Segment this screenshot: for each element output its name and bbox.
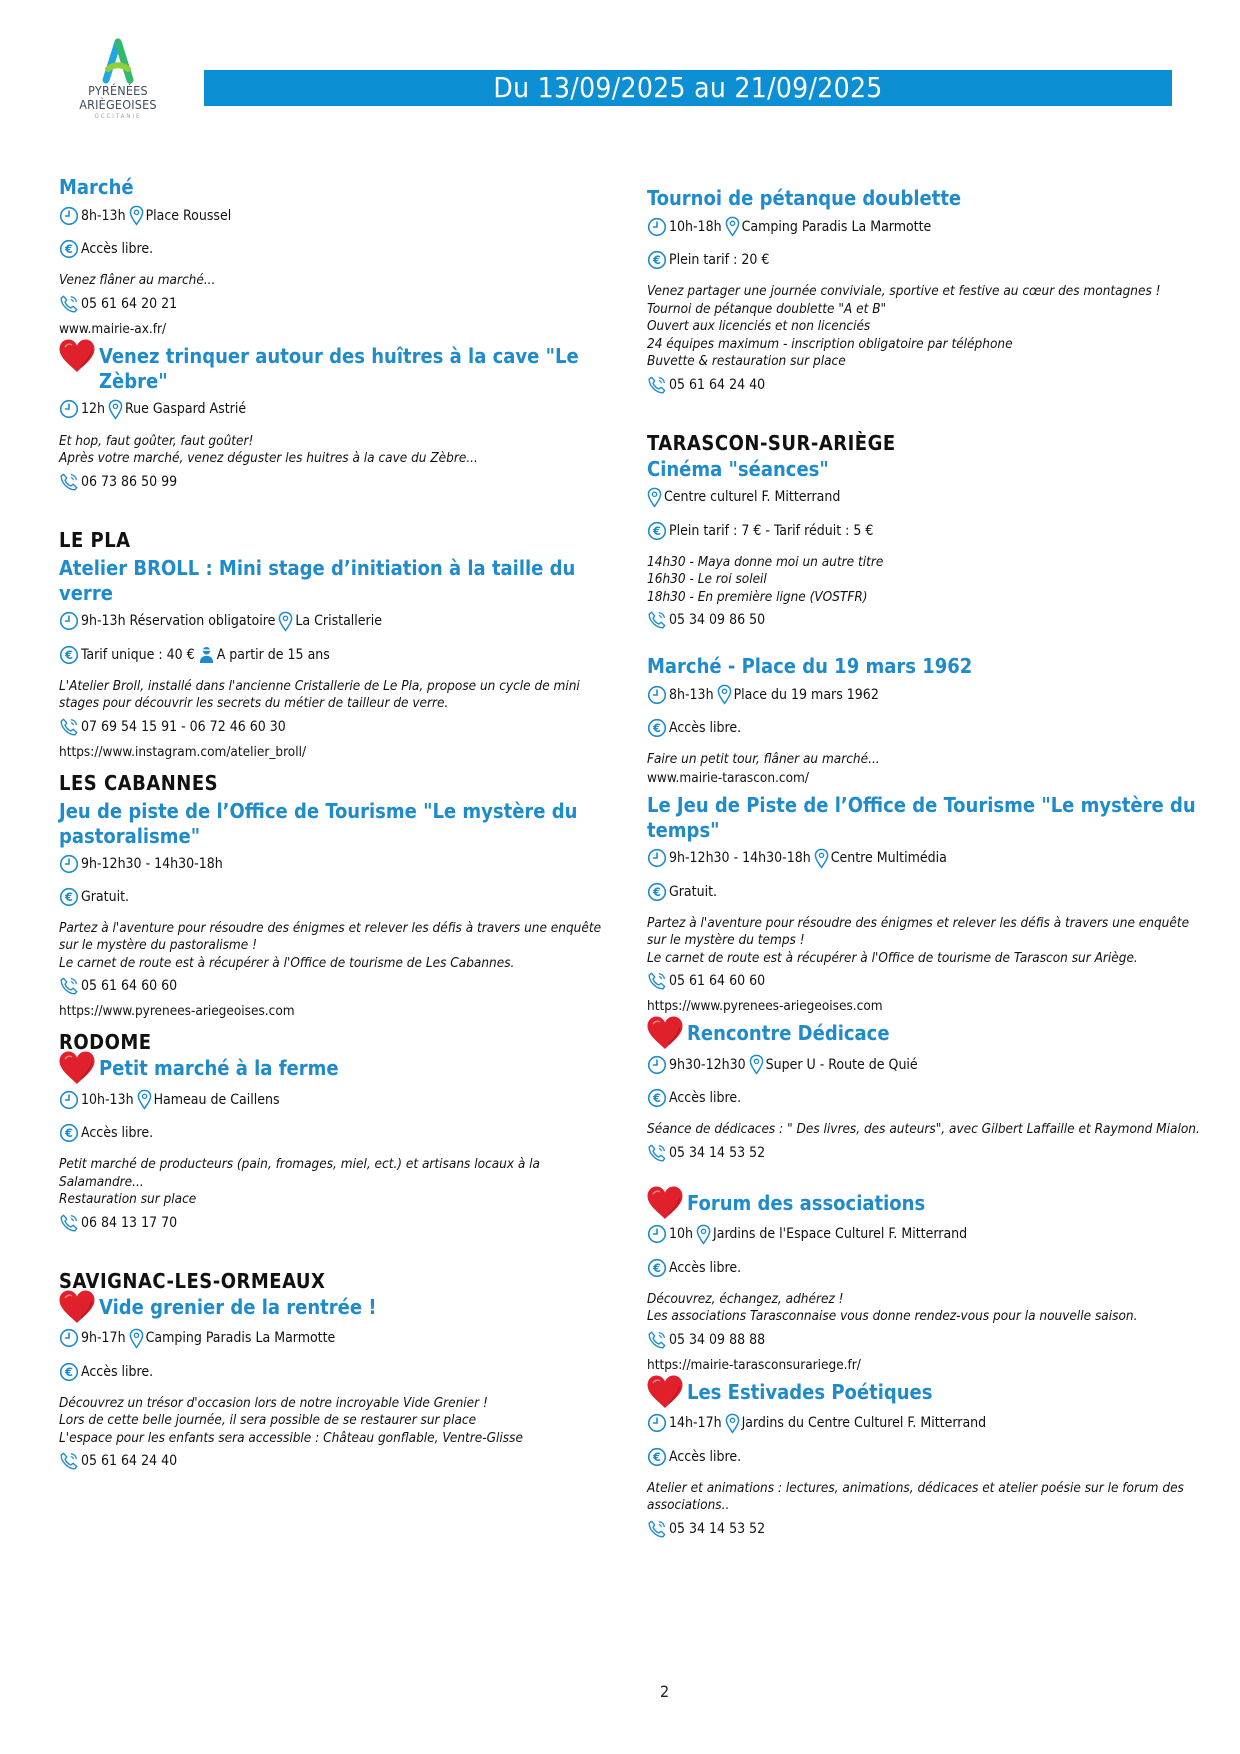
event-price <box>59 887 619 907</box>
event-title: Cinéma "séances" <box>647 456 829 481</box>
event-url-link[interactable]: https://www.pyrenees-ariegeoises.com <box>647 998 883 1014</box>
logo <box>70 38 166 121</box>
phone-icon <box>647 610 667 630</box>
event-time: 8h-13h <box>81 207 126 224</box>
event-description <box>647 1480 1207 1515</box>
event-title-row <box>57 1056 619 1086</box>
event-price <box>59 645 619 665</box>
description-line: Le carnet de route est à récupérer à l'Office de tourisme de Tarascon sur Ariège. <box>647 949 1138 966</box>
description-line: Partez à l'aventure pour résoudre des énigmes et relever les défis à travers une enquête <box>647 914 1190 931</box>
event-place-text: Centre culturel F. Mitterrand <box>664 489 841 505</box>
event-title: Atelier BROLL : Mini stage d’initiation à la taille du verre <box>59 555 576 605</box>
euro-icon <box>59 239 79 259</box>
description-line: Restauration sur place <box>59 1191 197 1207</box>
event-price <box>59 239 619 259</box>
euro-icon <box>647 521 667 541</box>
event-price-text: Accès libre. <box>669 1259 742 1276</box>
description-line: Ouvert aux licenciés et non licenciés <box>647 318 871 334</box>
event-description <box>647 751 1207 769</box>
event-phone <box>59 294 619 314</box>
event-description <box>59 272 619 290</box>
clock-icon <box>59 611 79 631</box>
event-place: Camping Paradis La Marmotte <box>741 218 932 235</box>
phone-number: 05 61 64 60 60 <box>669 973 766 989</box>
event-phone <box>59 717 619 737</box>
event-time: 12h <box>81 401 106 417</box>
description-line: Découvrez un trésor d'occasion lors de notre incroyable Vide Grenier ! <box>59 1394 488 1411</box>
euro-icon <box>59 887 79 907</box>
event-price <box>647 521 1207 541</box>
event-phone <box>647 1143 1207 1163</box>
town-section-rodome <box>59 1030 619 1233</box>
event-place: Rue Gaspard Astrié <box>125 401 247 417</box>
location-pin-icon <box>278 611 293 632</box>
event-price-text: Accès libre. <box>81 1125 154 1141</box>
phone-icon <box>647 1330 667 1350</box>
phone-icon <box>647 375 667 395</box>
phone-number: 06 73 86 50 99 <box>81 473 178 490</box>
event-phone <box>647 971 1207 991</box>
event-title: Venez trinquer autour des huîtres à la cave "Le Zèbre" <box>99 343 579 393</box>
event-time-place <box>59 1089 619 1110</box>
logo-text-line1: PYRÉNÉES <box>88 83 148 98</box>
event-time: 14h-17h <box>669 1415 722 1431</box>
event-price <box>647 882 1207 902</box>
event-age: A partir de 15 ans <box>216 646 330 663</box>
heart-icon <box>57 1289 97 1325</box>
event-time: 9h-13h Réservation obligatoire <box>81 613 276 629</box>
logo-mountain-icon <box>100 38 136 84</box>
event-time: 9h-12h30 - 14h30-18h <box>669 850 811 866</box>
description-line: sur le mystère du pastoralisme ! <box>59 937 257 953</box>
event-phone <box>647 1519 1207 1539</box>
event-description <box>59 678 619 713</box>
event-place: Centre Multimédia <box>830 850 947 866</box>
phone-icon <box>59 472 79 492</box>
clock-icon <box>647 685 667 705</box>
location-pin-icon <box>814 848 829 869</box>
event-time-place <box>647 1224 1207 1245</box>
event-price-text: Accès libre. <box>669 1448 742 1465</box>
description-line: Tournoi de pétanque doublette "A et B" <box>647 300 887 317</box>
phone-icon <box>59 717 79 737</box>
event-url-link[interactable]: https://www.instagram.com/atelier_broll/ <box>59 743 307 760</box>
description-line: Découvrez, échangez, adhérez ! <box>647 1290 844 1307</box>
event-place: Camping Paradis La Marmotte <box>145 1330 336 1346</box>
event-time-place <box>59 399 619 420</box>
event-time-place <box>59 1328 619 1349</box>
event-time: 8h-13h <box>669 686 714 703</box>
event-phone <box>647 375 1207 395</box>
phone-icon <box>647 1143 667 1163</box>
description-line: 16h30 - Le roi soleil <box>647 571 767 587</box>
description-line: 14h30 - Maya donne moi un autre titre <box>647 553 884 570</box>
event-url-link[interactable]: www.mairie-ax.fr/ <box>59 320 167 337</box>
phone-number: 05 61 64 20 21 <box>81 295 178 312</box>
heart-icon <box>645 1374 685 1410</box>
event-time-place <box>647 216 1207 237</box>
event-marche-tarascon <box>647 654 1207 787</box>
event-time: 10h-13h <box>81 1091 134 1108</box>
description-line: Buvette & restauration sur place <box>647 353 846 369</box>
description-line: Les associations Tarasconnaise vous donne rendez-vous pour la nouvelle saison. <box>647 1308 1138 1324</box>
event-time-place <box>647 848 1207 869</box>
euro-icon <box>647 1447 667 1467</box>
location-pin-icon <box>717 684 732 705</box>
event-place: Super U - Route de Quié <box>765 1056 918 1073</box>
event-price-text: Accès libre. <box>669 1090 742 1106</box>
town-heading: LES CABANNES <box>59 770 219 795</box>
event-title-row <box>57 344 619 394</box>
event-description <box>647 554 1207 607</box>
phone-number: 05 61 64 60 60 <box>81 978 178 994</box>
description-line: L'Atelier Broll, installé dans l'ancienne Cristallerie de Le Pla, propose un cycle de mini <box>59 677 580 694</box>
euro-icon <box>59 645 79 665</box>
phone-icon <box>59 976 79 996</box>
clock-icon <box>647 848 667 868</box>
event-price <box>647 718 1207 738</box>
location-pin-icon <box>129 1328 144 1349</box>
event-place: Place du 19 mars 1962 <box>733 686 879 703</box>
phone-icon <box>59 294 79 314</box>
event-cinema <box>647 457 1207 631</box>
event-title: Tournoi de pétanque doublette <box>647 186 962 210</box>
event-jeu-de-piste <box>647 793 1207 1016</box>
description-line: 24 équipes maximum - inscription obligatoire par téléphone <box>647 335 1013 352</box>
event-phone <box>59 976 619 996</box>
location-pin-icon <box>108 399 123 420</box>
heart-icon <box>645 1015 685 1051</box>
location-pin-icon <box>647 487 662 508</box>
event-time-place <box>647 1054 1207 1075</box>
event-price <box>647 250 1207 270</box>
town-heading: RODOME <box>59 1030 152 1054</box>
euro-icon <box>647 1088 667 1108</box>
event-place: La Cristallerie <box>295 613 382 629</box>
description-line: 18h30 - En première ligne (VOSTFR) <box>647 588 868 605</box>
event-title: Forum des associations <box>687 1190 926 1215</box>
heart-icon <box>645 1185 685 1221</box>
right-column <box>647 186 1207 1545</box>
event-petanque <box>647 186 1207 395</box>
description-line: Lors de cette belle journée, il sera possible de se restaurer sur place <box>59 1412 477 1428</box>
description-line: Venez flâner au marché... <box>59 272 216 288</box>
event-place <box>647 487 1207 508</box>
event-time: 9h30-12h30 <box>669 1056 746 1073</box>
phone-icon <box>59 1451 79 1471</box>
left-column <box>59 175 619 1477</box>
event-huitres <box>59 344 619 492</box>
event-price-text: Accès libre. <box>81 241 154 257</box>
event-price-text: Plein tarif : 20 € <box>669 252 770 268</box>
event-description <box>647 283 1207 371</box>
euro-icon <box>647 718 667 738</box>
phone-number: 05 34 09 88 88 <box>669 1331 766 1348</box>
event-title: Marché <box>59 175 134 199</box>
event-rencontre-dedicace <box>647 1021 1207 1163</box>
town-heading: TARASCON-SUR-ARIÈGE <box>647 430 896 455</box>
event-price-text: Gratuit. <box>669 883 718 900</box>
description-line: Salamandre... <box>59 1173 144 1190</box>
event-price-text: Gratuit. <box>81 888 130 905</box>
event-price <box>647 1088 1207 1108</box>
event-time-place <box>59 205 619 226</box>
event-estivades-poetiques <box>647 1380 1207 1539</box>
date-range-banner: Du 13/09/2025 au 21/09/2025 <box>204 70 1172 106</box>
event-time: 10h-18h <box>669 218 722 235</box>
event-phone <box>59 1213 619 1233</box>
event-url-link[interactable]: https://www.pyrenees-ariegeoises.com <box>59 1003 295 1019</box>
location-pin-icon <box>137 1089 152 1110</box>
clock-icon <box>59 1328 79 1348</box>
phone-number: 07 69 54 15 91 - 06 72 46 60 30 <box>81 718 286 735</box>
euro-icon <box>647 250 667 270</box>
logo-text-line3: OCCITANIE <box>94 113 142 120</box>
event-price-text: Accès libre. <box>669 720 742 736</box>
phone-icon <box>647 971 667 991</box>
event-title-row <box>645 1191 1207 1221</box>
event-title-row <box>645 1380 1207 1410</box>
heart-icon <box>57 1050 97 1086</box>
description-line: Petit marché de producteurs (pain, fromages, miel, ect.) et artisans locaux à la <box>59 1156 540 1172</box>
location-pin-icon <box>696 1224 711 1245</box>
town-section-tarascon <box>647 431 1207 1539</box>
phone-number: 06 84 13 17 70 <box>81 1214 178 1231</box>
town-section-le-pla <box>59 528 619 761</box>
event-time <box>59 854 619 874</box>
description-line: stages pour découvrir les secrets du métier de tailleur de verre. <box>59 695 449 711</box>
clock-icon <box>647 217 667 237</box>
phone-number: 05 34 14 53 52 <box>669 1144 766 1161</box>
logo-text-line2: ARIÈGEOISES <box>79 97 157 112</box>
euro-icon <box>59 1123 79 1143</box>
euro-icon <box>647 1258 667 1278</box>
event-url-link[interactable]: www.mairie-tarascon.com/ <box>647 769 809 786</box>
location-pin-icon <box>749 1054 764 1075</box>
clock-icon <box>59 854 79 874</box>
person-icon <box>198 645 215 664</box>
description-line: sur le mystère du temps ! <box>647 932 805 948</box>
location-pin-icon <box>129 205 144 226</box>
event-url-link[interactable]: https://mairie-tarasconsurariege.fr/ <box>647 1356 861 1373</box>
town-section-les-cabannes <box>59 771 619 1021</box>
location-pin-icon <box>725 1413 740 1434</box>
event-place: Jardins du Centre Culturel F. Mitterrand <box>741 1415 987 1431</box>
town-heading: SAVIGNAC-LES-ORMEAUX <box>59 1268 326 1293</box>
event-description <box>59 1156 619 1209</box>
event-title-row <box>645 1021 1207 1051</box>
page-number: 2 <box>660 1682 670 1701</box>
event-title: Marché - Place du 19 mars 1962 <box>647 654 973 678</box>
event-price-text: Tarif unique : 40 € <box>81 646 195 663</box>
event-phone <box>647 610 1207 630</box>
phone-number: 05 61 64 24 40 <box>81 1453 178 1469</box>
event-title: Rencontre Dédicace <box>687 1021 890 1045</box>
description-line: Venez partager une journée conviviale, sportive et festive au cœur des montagnes ! <box>647 283 1161 299</box>
event-title: Les Estivades Poétiques <box>687 1379 933 1404</box>
description-line: Partez à l'aventure pour résoudre des énigmes et relever les défis à travers une enquête <box>59 919 602 936</box>
clock-icon <box>647 1413 667 1433</box>
description-line: Et hop, faut goûter, faut goûter! <box>59 432 254 449</box>
euro-icon <box>59 1362 79 1382</box>
clock-icon <box>59 399 79 419</box>
event-time: 9h-17h <box>81 1330 126 1346</box>
event-time: 10h <box>669 1226 694 1242</box>
event-price-text: Accès libre. <box>81 1363 154 1380</box>
clock-icon <box>647 1055 667 1075</box>
phone-icon <box>647 1519 667 1539</box>
clock-icon <box>647 1224 667 1244</box>
description-line: L'espace pour les enfants sera accessible : Château gonflable, Ventre-Glisse <box>59 1429 523 1446</box>
description-line: Atelier et animations : lectures, animations, dédicaces et atelier poésie sur le forum des <box>647 1479 1184 1496</box>
event-phone <box>647 1330 1207 1350</box>
event-marche-ax <box>59 175 619 338</box>
phone-icon <box>59 1213 79 1233</box>
clock-icon <box>59 1090 79 1110</box>
town-heading: LE PLA <box>59 527 131 552</box>
event-price <box>647 1258 1207 1278</box>
event-price <box>647 1447 1207 1467</box>
event-price <box>59 1362 619 1382</box>
event-time-text: 9h-12h30 - 14h30-18h <box>81 855 223 872</box>
event-place: Jardins de l'Espace Culturel F. Mitterrand <box>713 1226 968 1242</box>
phone-number: 05 34 14 53 52 <box>669 1520 766 1537</box>
event-time-place <box>647 1413 1207 1434</box>
event-description <box>59 433 619 468</box>
euro-icon <box>647 882 667 902</box>
event-description <box>59 1395 619 1448</box>
event-description <box>59 920 619 973</box>
location-pin-icon <box>725 216 740 237</box>
event-phone <box>59 472 619 492</box>
event-title-row <box>57 1295 619 1325</box>
description-line: Séance de dédicaces : " Des livres, des auteurs", avec Gilbert Laffaille et Raymond Mialon. <box>647 1121 1200 1137</box>
event-price <box>59 1123 619 1143</box>
event-phone <box>59 1451 619 1471</box>
event-forum-associations <box>647 1191 1207 1374</box>
description-line: Le carnet de route est à récupérer à l'Office de tourisme de Les Cabannes. <box>59 954 515 971</box>
town-section-savignac <box>59 1269 619 1472</box>
event-time-place <box>647 684 1207 705</box>
event-title: Le Jeu de Piste de l’Office de Tourisme "Le mystère du temps" <box>647 792 1196 842</box>
event-place: Hameau de Caillens <box>153 1091 280 1108</box>
event-time-place <box>59 611 619 632</box>
description-line: associations.. <box>647 1497 730 1513</box>
description-line: Faire un petit tour, flâner au marché... <box>647 751 880 767</box>
phone-number: 05 61 64 24 40 <box>669 376 766 393</box>
event-title: Petit marché à la ferme <box>99 1056 339 1080</box>
clock-icon <box>59 206 79 226</box>
description-line: Après votre marché, venez déguster les huitres à la cave du Zèbre... <box>59 450 478 466</box>
event-description <box>647 915 1207 968</box>
event-description <box>647 1121 1207 1139</box>
event-description <box>647 1291 1207 1326</box>
event-title: Jeu de piste de l’Office de Tourisme "Le mystère du pastoralisme" <box>59 798 578 848</box>
event-place: Place Roussel <box>145 207 232 224</box>
event-title: Vide grenier de la rentrée ! <box>99 1294 377 1319</box>
event-price-text: Plein tarif : 7 € - Tarif réduit : 5 € <box>669 522 874 539</box>
heart-icon <box>57 338 97 374</box>
phone-number: 05 34 09 86 50 <box>669 612 766 628</box>
